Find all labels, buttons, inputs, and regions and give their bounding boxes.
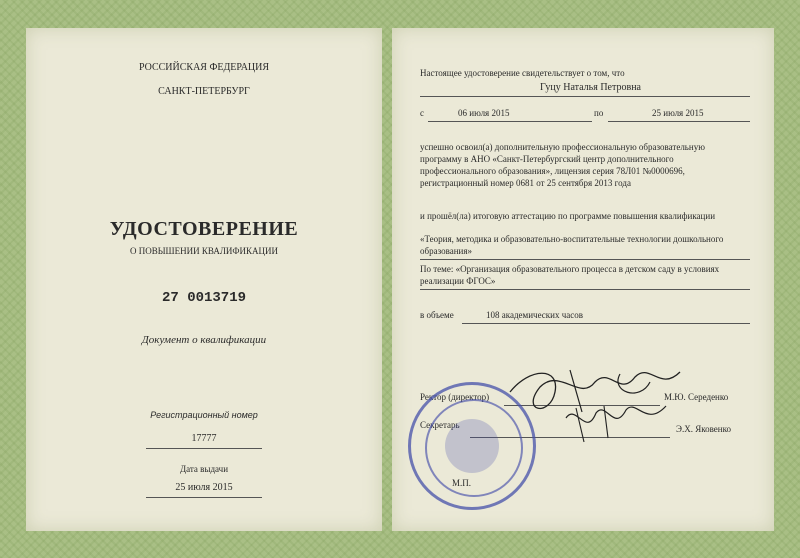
topic-line: [420, 289, 750, 290]
reg-number-line: [146, 448, 262, 449]
attestation-text: и прошёл(ла) итоговую аттестацию по программе повышения квалификации: [420, 211, 716, 221]
issue-date-label: Дата выдачи: [179, 464, 229, 474]
country-label: РОССИЙСКАЯ ФЕДЕРАЦИЯ: [138, 62, 270, 73]
stamp-place-label: М.П.: [452, 478, 472, 488]
from-date-line: [428, 121, 592, 122]
body-line-4: регистрационный номер 0681 от 25 сентября 2013 года: [420, 178, 631, 188]
secretary-signature-icon: [556, 398, 676, 444]
volume-line: [462, 323, 750, 324]
topic-line-2: реализации ФГОС»: [420, 276, 496, 286]
city-label: САНКТ-ПЕТЕРБУРГ: [158, 86, 250, 97]
holder-name: Гуцу Наталья Петровна: [540, 82, 641, 93]
body-line-3: профессионального образования», лицензия серия 78Л01 №0000696,: [420, 166, 685, 176]
from-label: с: [420, 108, 424, 118]
reg-number-label: Регистрационный номер: [150, 410, 258, 420]
certificate-number: 27 0013719: [161, 290, 246, 306]
rector-label: Ректор (директор): [420, 392, 490, 402]
program-line: [420, 259, 750, 260]
to-label: по: [594, 108, 604, 118]
program-line-1: «Теория, методика и образовательно-воспитательные технологии дошкольного: [420, 234, 724, 244]
certificate-subtitle: О ПОВЫШЕНИИ КВАЛИФИКАЦИИ: [129, 246, 279, 256]
from-date: 06 июля 2015: [458, 108, 510, 118]
name-line: [420, 96, 750, 97]
to-date-line: [608, 121, 750, 122]
body-line-2: программу в АНО «Санкт-Петербургский центр дополнительного: [420, 154, 674, 164]
issue-date: 25 июля 2015: [175, 482, 233, 493]
ship-emblem-icon: [445, 419, 499, 473]
topic-line-1: По теме: «Организация образовательного процесса в детском саду в условиях: [420, 264, 720, 274]
intro-text: Настоящее удостоверение свидетельствует о том, что: [420, 68, 625, 78]
secretary-label: Секретарь: [420, 420, 460, 430]
certificate-title: УДОСТОВЕРЕНИЕ: [109, 218, 299, 240]
volume-value: 108 академических часов: [486, 310, 584, 320]
reg-number: 17777: [191, 433, 217, 444]
program-line-2: образования»: [420, 246, 472, 256]
issue-date-line: [146, 497, 262, 498]
left-panel: [26, 28, 382, 531]
secretary-name: Э.Х. Яковенко: [676, 424, 732, 434]
body-line-1: успешно освоил(а) дополнительную профессиональную образовательную: [420, 142, 705, 152]
document-type: Документ о квалификации: [141, 334, 267, 346]
volume-label: в объеме: [420, 310, 454, 320]
to-date: 25 июля 2015: [652, 108, 704, 118]
rector-name: М.Ю. Середенко: [664, 392, 729, 402]
